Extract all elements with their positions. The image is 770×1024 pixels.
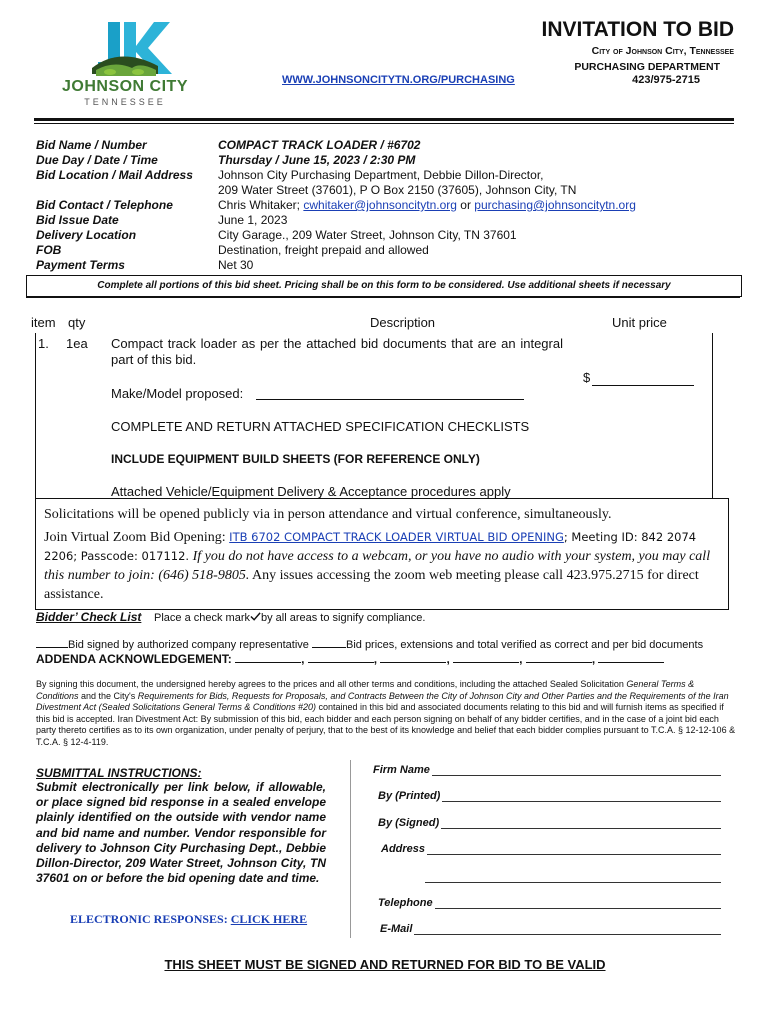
value-bid-name: COMPACT TRACK LOADER / #6702	[218, 138, 421, 152]
department-name: PURCHASING DEPARTMENT	[574, 61, 720, 73]
page-title: INVITATION TO BID	[541, 18, 734, 41]
legal-p1: By signing this document, the undersigned hereby agrees to the prices and all other terms and conditions, including the attached Sealed Solicitation	[36, 679, 627, 689]
solicitation-line: Solicitations will be opened publicly via in person attendance and virtual conference, simultaneously.	[44, 507, 612, 522]
legal-terms	[36, 679, 736, 748]
address-label: Address	[381, 843, 426, 855]
delivery-note: Attached Vehicle/Equipment Delivery & Acceptance procedures apply	[111, 484, 511, 499]
email-field[interactable]	[380, 923, 721, 935]
contact-name: Chris Whitaker;	[218, 198, 304, 212]
legal-p2: and the City's	[78, 690, 138, 701]
addenda-acknowledgement: ADDENDA ACKNOWLEDGEMENT: , , , , ,	[36, 652, 664, 666]
address-field[interactable]	[381, 843, 721, 855]
checklists-note: COMPLETE AND RETURN ATTACHED SPECIFICATION CHECKLISTS	[111, 419, 530, 434]
label-location: Bid Location / Mail Address	[36, 168, 193, 182]
electronic-responses	[70, 912, 307, 927]
zoom-meeting-info: ; Meeting ID: 842 2074 2206; Passcode: 017112.	[44, 530, 697, 563]
unit-price-input-line[interactable]	[592, 385, 694, 386]
bidder-checklist-desc	[154, 611, 425, 624]
submittal-body: Submit electronically per link below, if allowable, or place signed bid response in a sealed envelope plainly identified on the outside with vendor name and bid name and number. Vendor responsible for delivery to Johnson City Purchasing Dept., Debbie Dillon-Director, 209 Water Street, Johnson City, TN 37601 on or before the bid opening date and time.	[36, 780, 326, 886]
checklist-desc-a: Place a check mark	[154, 612, 250, 624]
click-here-link[interactable]: CLICK HERE	[230, 912, 308, 926]
row-qty: 1ea	[66, 336, 88, 351]
banner-divider	[26, 297, 740, 298]
value-delivery: City Garage., 209 Water Street, Johnson City, TN 37601	[218, 228, 517, 242]
row-item-number: 1.	[38, 336, 49, 351]
email-label: E-Mail	[380, 923, 413, 935]
checklist-signed: Bid signed by authorized company representative	[68, 639, 309, 651]
label-due: Due Day / Date / Time	[36, 153, 158, 167]
make-model-input-line[interactable]	[256, 399, 524, 400]
zoom-bid-opening-link[interactable]: ITB 6702 COMPACT TRACK LOADER VIRTUAL BID OPENING	[229, 530, 564, 544]
label-spacer	[36, 183, 193, 198]
contact-email-link[interactable]: cwhitaker@johnsoncitytn.org	[303, 198, 457, 212]
label-bid-name: Bid Name / Number	[36, 138, 147, 152]
purchasing-email-link[interactable]: purchasing@johnsoncitytn.org	[474, 198, 636, 212]
value-contact	[218, 198, 636, 213]
department-phone: 423/975-2715	[632, 74, 700, 86]
checklist-desc-b: by all areas to signify compliance.	[260, 612, 426, 624]
instructions-banner: Complete all portions of this bid sheet. Pricing shall be on this form to be considered. Use additional sheets if necessary	[26, 275, 742, 297]
value-payment: Net 30	[218, 258, 254, 272]
addenda-blank-3[interactable]	[380, 653, 446, 663]
submittal-title: SUBMITTAL INSTRUCTIONS:	[36, 766, 202, 780]
value-fob: Destination, freight prepaid and allowed	[218, 243, 429, 257]
label-delivery: Delivery Location	[36, 228, 137, 242]
bidder-checklist-title: Bidder’ Check List	[36, 610, 142, 624]
prices-check-blank[interactable]	[312, 638, 346, 648]
zoom-no-access: If you do not have access to a webcam, or you have no audio with your system, you may call this number to join: (646) 518-9805.	[44, 549, 711, 583]
legal-i1: General Terms & Conditions	[36, 679, 695, 701]
address-line-2[interactable]	[425, 872, 721, 883]
value-location-1: Johnson City Purchasing Department, Debbie Dillon-Director,	[218, 168, 544, 182]
column-header-description: Description	[370, 315, 436, 330]
column-header-qty: qty	[68, 315, 86, 330]
check-mark-icon	[250, 611, 261, 622]
build-sheets-note: INCLUDE EQUIPMENT BUILD SHEETS (FOR REFERENCE ONLY)	[111, 452, 480, 466]
by-signed-label: By (Signed)	[378, 817, 440, 829]
zoom-instructions	[44, 528, 724, 604]
contact-or: or	[456, 198, 475, 212]
addenda-blank-5[interactable]	[526, 653, 592, 663]
header-divider-thick	[34, 118, 734, 121]
bid-info-labels	[36, 138, 193, 273]
column-header-unit-price: Unit price	[612, 315, 667, 330]
value-issue-date: June 1, 2023	[218, 213, 288, 227]
label-contact: Bid Contact / Telephone	[36, 198, 173, 212]
addenda-blank-6[interactable]	[598, 653, 664, 663]
label-issue-date: Bid Issue Date	[36, 213, 119, 227]
logo-name: JOHNSON CITY	[61, 78, 188, 95]
unit-price-symbol: $	[583, 370, 591, 385]
legal-i2: Requirements for Bids, Requests for Proposals, and Contracts Between the City of Johnson City and Other Parties and the Requirements of the Iran Divestment Act (Sealed Solicitations General Terms & Conditions #20)	[36, 690, 729, 712]
label-fob: FOB	[36, 243, 62, 257]
telephone-label: Telephone	[378, 897, 433, 909]
telephone-field[interactable]	[378, 897, 721, 909]
firm-name-field[interactable]	[373, 764, 721, 776]
addenda-blank-1[interactable]	[235, 653, 301, 663]
label-payment: Payment Terms	[36, 258, 125, 272]
city-name: City of Johnson City, Tennessee	[591, 45, 734, 57]
zoom-issues: Any issues accessing the zoom web meeting please call 423.975.2715 for direct assistance.	[44, 568, 699, 602]
addenda-blank-4[interactable]	[453, 653, 519, 663]
by-printed-field[interactable]	[378, 790, 721, 802]
by-printed-label: By (Printed)	[378, 790, 441, 802]
footer-notice: THIS SHEET MUST BE SIGNED AND RETURNED FOR BID TO BE VALID	[164, 957, 606, 972]
zoom-join-label: Join Virtual Zoom Bid Opening:	[44, 530, 230, 545]
value-location-2: 209 Water Street (37601), P O Box 2150 (37605), Johnson City, TN	[218, 183, 577, 197]
signed-check-blank[interactable]	[36, 638, 68, 648]
logo-sub: TENNESSEE	[84, 97, 166, 107]
column-header-item: item	[31, 315, 56, 330]
make-model-label: Make/Model proposed:	[111, 386, 244, 401]
by-signed-field[interactable]	[378, 817, 721, 829]
row-description: Compact track loader as per the attached bid documents that are an integral part of this bid.	[111, 336, 563, 367]
header-divider-thin	[34, 123, 734, 124]
column-divider	[350, 760, 351, 938]
addenda-blank-2[interactable]	[308, 653, 374, 663]
checklist-prices: Bid prices, extensions and total verified as correct and per bid documents	[345, 639, 704, 651]
bid-info-values	[218, 138, 636, 273]
firm-name-label: Firm Name	[373, 764, 430, 776]
addenda-label: ADDENDA ACKNOWLEDGEMENT:	[36, 652, 232, 666]
purchasing-url-link[interactable]: WWW.JOHNSONCITYTN.ORG/PURCHASING	[282, 74, 515, 86]
electronic-label: ELECTRONIC RESPONSES:	[70, 912, 231, 926]
legal-p3: contained in this bid and associated documents relating to this bid and will furnish items as specified if this bid is accepted. Iran Divestment Act: By submission of this bid, each bidder and each person signing on behalf of any bidder certifies, and in the case of a joint bid each party thereto certifies as to its own organization, under penalty of perjury, that to the best of its knowledge and belief that each bidder complies pursuant to T.C.A. § 12-12-106 & T.C.A. § 12-4-119.	[36, 702, 736, 747]
checklist-items	[36, 638, 746, 651]
value-due: Thursday / June 15, 2023 / 2:30 PM	[218, 153, 416, 167]
